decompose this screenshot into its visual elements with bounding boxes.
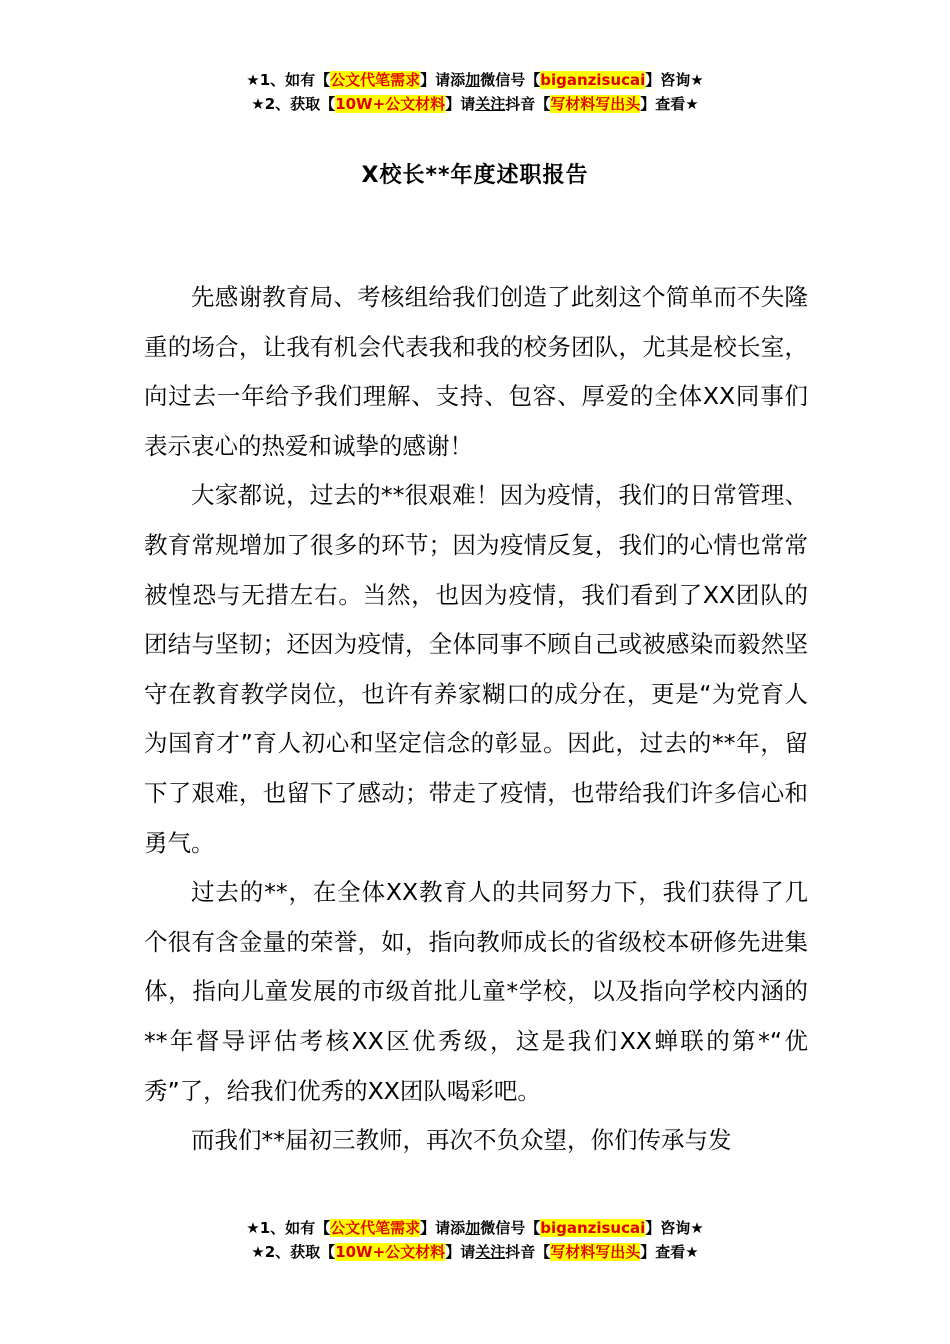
highlight-wechat-id: biganzisucai xyxy=(540,1219,646,1237)
banner-line-1: ★1、如有【公文代笔需求】请添加微信号【biganzisucai】咨询★ xyxy=(246,71,704,89)
paragraph: 而我们**届初三教师，再次不负众望，你们传承与发 xyxy=(191,1126,732,1155)
paragraph: 过去的**，在全体XX教育人的共同努力下，我们获得了几个很有含金量的荣誉，如，指向教师成长的省级校本研修先进集体，指向儿童发展的市级首批儿童*学校，以及指向学校内涵的**年督导评估考核XX区优秀级，这是我们XX蝉联的第*“优秀”了，给我们优秀的XX团队喝彩吧。 xyxy=(144,878,808,1105)
paragraph: 大家都说，过去的**很艰难！因为疫情，我们的日常管理、教育常规增加了很多的环节；因为疫情反复，我们的心情也常常被惶恐与无措左右。当然，也因为疫情，我们看到了XX团队的团结与坚韧；还因为疫情，全体同事不顾自己或被感染而毅然坚守在教育教学岗位，也许有养家糊口的成分在，更是“为党育人为国育才”育人初心和坚定信念的彰显。因此，过去的**年，留下了艰难，也留下了感动；带走了疫情，也带给我们许多信心和勇气。 xyxy=(144,481,808,857)
highlight-wechat-id: biganzisucai xyxy=(540,71,646,89)
banner-line-1: ★1、如有【公文代笔需求】请添加微信号【biganzisucai】咨询★ xyxy=(246,1219,704,1237)
paragraph: 先感谢教育局、考核组给我们创造了此刻这个简单而不失隆重的场合，让我有机会代表我和我的校务团队，尤其是校长室，向过去一年给予我们理解、支持、包容、厚爱的全体XX同事们表示衷心的热爱和诚挚的感谢！ xyxy=(144,283,808,460)
highlight-materials: 10W+公文材料 xyxy=(335,95,446,113)
highlight-douyin-account: 写材料写出头 xyxy=(550,95,641,113)
highlight-douyin-account: 写材料写出头 xyxy=(550,1243,641,1261)
footer-banner xyxy=(0,1216,950,1264)
header-banner xyxy=(0,68,950,116)
banner-line-2: ★2、获取【10W+公文材料】请关注抖音【写材料写出头】查看★ xyxy=(251,95,699,113)
document-body xyxy=(144,273,808,1166)
banner-line-2: ★2、获取【10W+公文材料】请关注抖音【写材料写出头】查看★ xyxy=(251,1243,699,1261)
document-title: X校长**年度述职报告 xyxy=(361,163,589,188)
highlight-writing-service: 公文代笔需求 xyxy=(330,71,421,89)
highlight-materials: 10W+公文材料 xyxy=(335,1243,446,1261)
highlight-writing-service: 公文代笔需求 xyxy=(330,1219,421,1237)
